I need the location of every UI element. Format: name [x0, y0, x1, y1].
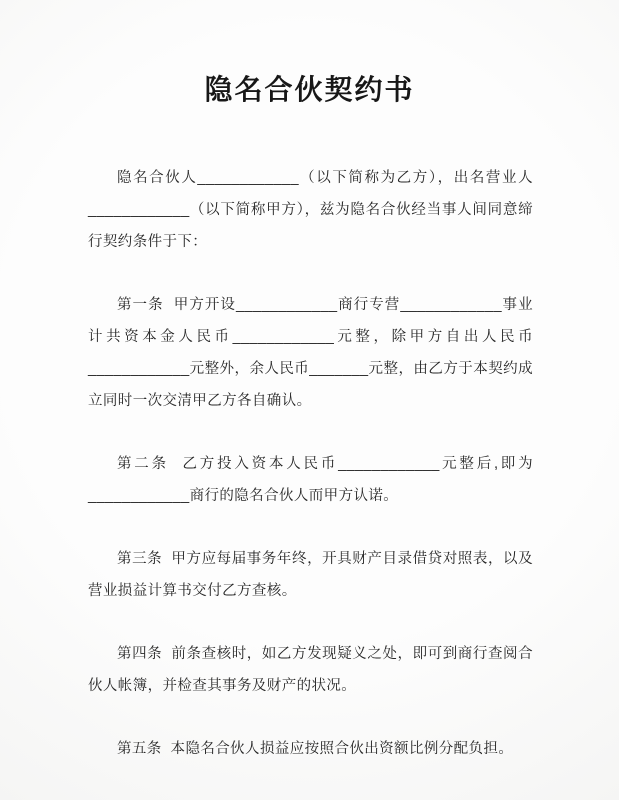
document-body — [88, 162, 538, 765]
paragraph-article-2: 第二条 乙方投入资本人民币____________元整后,即为 ____________商行的隐名合伙人而甲方认诺。 — [88, 456, 538, 504]
paragraph-article-4: 第四条 前条查核时，如乙方发现疑义之处，即可到商行查阅合伙人帐簿，并检查其事务及财产的状况。 — [88, 646, 533, 694]
paragraph-article-1: 第一条 甲方开设____________商行专营____________事业计共资本金人民币____________元整，除甲方自出人民币____________元整外，余人民币_______元整，由乙方于本契约成立同时一次交清甲乙方各自确认。 — [88, 297, 533, 409]
paragraph-article-3: 第三条 甲方应每届事务年终，开具财产目录借贷对照表，以及营业损益计算书交付乙方查核。 — [88, 551, 533, 599]
paragraph-article-5: 第五条 本隐名合伙人损益应按照合伙出资额比例分配负担。 — [117, 741, 514, 757]
document-title: 隐名合伙契约书 — [204, 74, 415, 105]
paragraph-intro: 隐名合伙人____________（以下简称为乙方），出名营业人____________（以下简称甲方），兹为隐名合伙经当事人间同意缔行契约条件于下： — [88, 170, 533, 250]
